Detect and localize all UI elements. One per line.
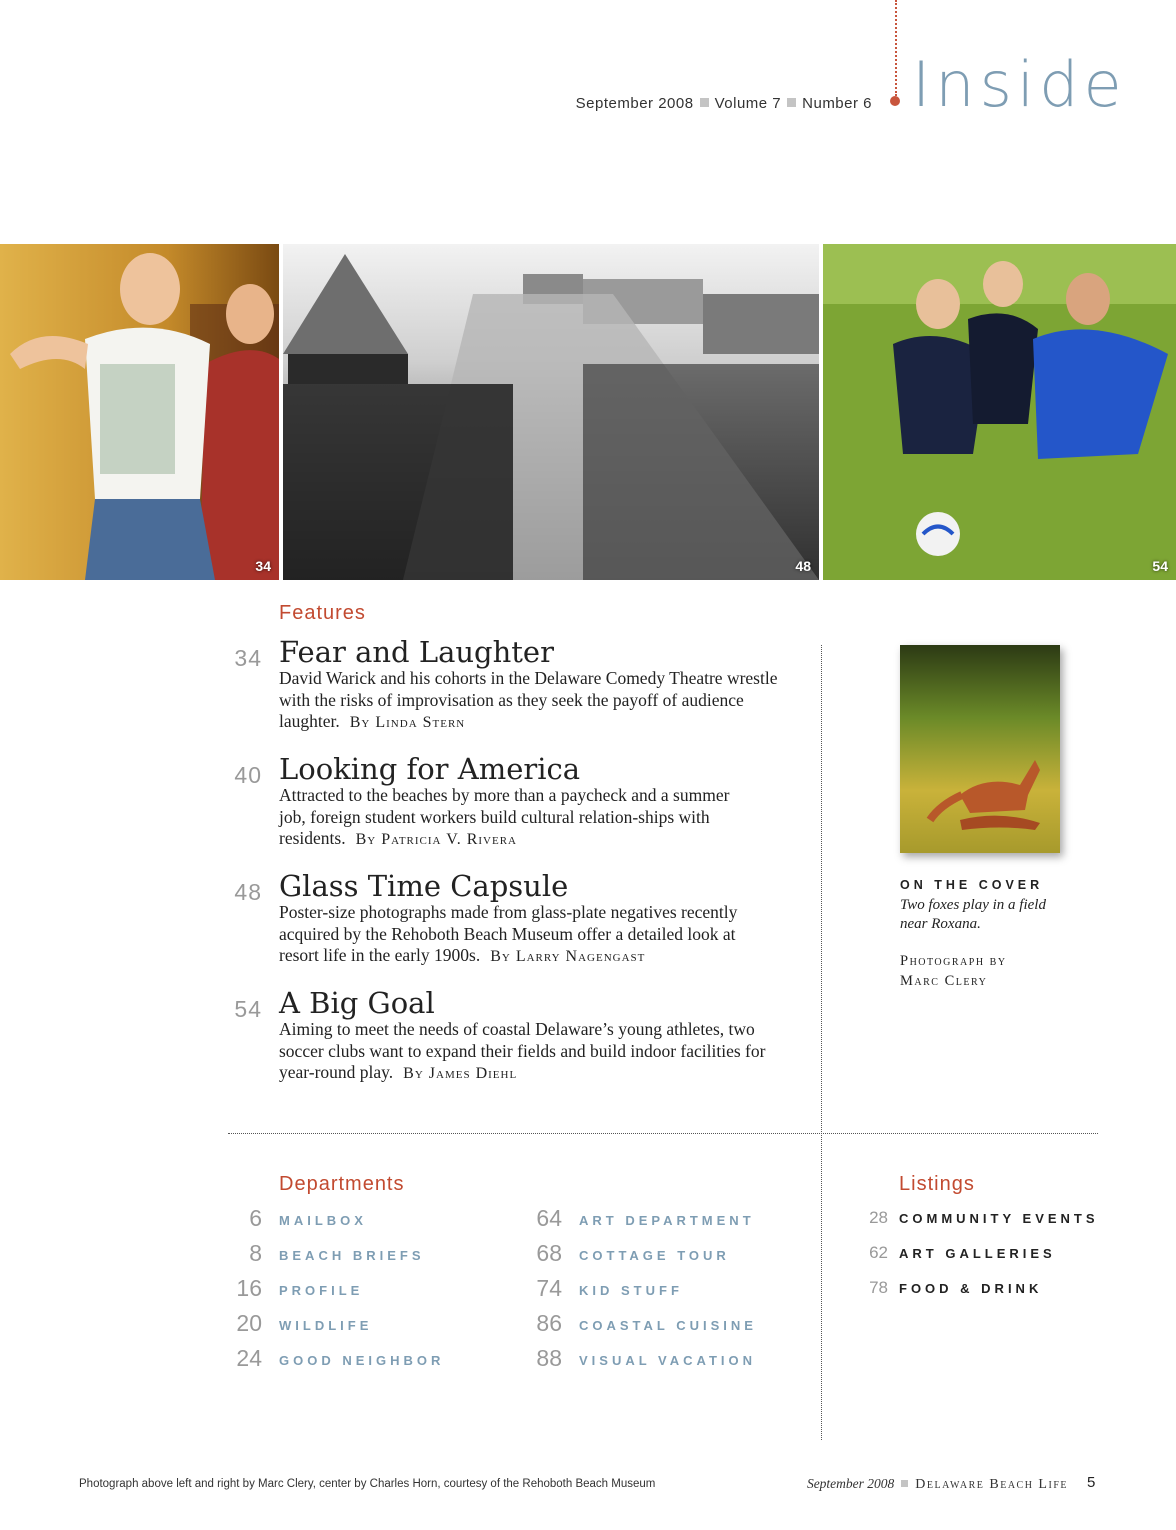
department-label[interactable]: COASTAL CUISINE: [579, 1318, 757, 1333]
listings-heading: Listings: [899, 1173, 975, 1195]
feature-description: Poster-size photographs made from glass-plate negatives recently acquired by the Rehoboth Beach Museum offer a detailed look at resort life in the early 1900s. By Larry Nagengast: [279, 902, 738, 965]
feature-byline: By Patricia V. Rivera: [355, 831, 517, 848]
department-page-number: 8: [249, 1240, 262, 1266]
issue-line: [540, 95, 872, 112]
department-page-number: 68: [536, 1240, 562, 1266]
feature-byline: By James Diehl: [403, 1065, 518, 1082]
department-label[interactable]: COTTAGE TOUR: [579, 1248, 730, 1263]
cover-credit: [900, 951, 1070, 991]
department-page-number: 16: [236, 1275, 262, 1301]
photo-comedian: [0, 244, 279, 580]
separator-square: [901, 1480, 908, 1487]
features-heading: Features: [279, 602, 366, 624]
cover-heading: ON THE COVER: [900, 878, 1044, 892]
feature-page-number: 54: [234, 996, 262, 1022]
separator-square: [787, 98, 796, 107]
masthead-dotted-line: [895, 0, 897, 96]
feature-byline: By Linda Stern: [349, 714, 466, 731]
feature-page-number: 48: [234, 879, 262, 905]
listing-label[interactable]: COMMUNITY EVENTS: [899, 1211, 1099, 1226]
feature-byline: By Larry Nagengast: [490, 948, 646, 965]
issue-volume: Volume 7: [714, 95, 782, 112]
listing-page-number: 28: [869, 1208, 888, 1227]
footer-magazine: Delaware Beach Life: [915, 1477, 1068, 1492]
listing-page-number: 62: [869, 1243, 888, 1262]
listing-label[interactable]: ART GALLERIES: [899, 1246, 1056, 1261]
separator-square: [700, 98, 709, 107]
feature-title[interactable]: A Big Goal: [279, 986, 435, 1020]
photo-credit: Photograph above left and right by Marc Clery, center by Charles Horn, courtesy of the Rehoboth Beach Museum: [79, 1478, 656, 1490]
feature-page-number: 40: [234, 762, 262, 788]
department-page-number: 24: [236, 1345, 262, 1371]
photo-soccer: [823, 244, 1176, 580]
footer-folio: [720, 1476, 1068, 1493]
feature-description: Attracted to the beaches by more than a paycheck and a summer job, foreign student workers build cultural relation-ships with residents. By Patricia V. Rivera: [279, 785, 730, 848]
feature-description: David Warick and his cohorts in the Delaware Comedy Theatre wrestle with the risks of improvisation as they seek the payoff of audience laughter. By Linda Stern: [279, 668, 778, 731]
photo-boardwalk: [283, 244, 819, 580]
department-label[interactable]: GOOD NEIGHBOR: [279, 1353, 445, 1368]
department-label[interactable]: ART DEPARTMENT: [579, 1213, 755, 1228]
vertical-divider: [821, 645, 822, 1440]
department-label[interactable]: MAILBOX: [279, 1213, 367, 1228]
listing-label[interactable]: FOOD & DRINK: [899, 1281, 1043, 1296]
department-page-number: 20: [236, 1310, 262, 1336]
feature-title[interactable]: Fear and Laughter: [279, 635, 554, 669]
department-page-number: 64: [536, 1205, 562, 1231]
department-page-number: 88: [536, 1345, 562, 1371]
listing-page-number: 78: [869, 1278, 888, 1297]
department-label[interactable]: PROFILE: [279, 1283, 364, 1298]
department-label[interactable]: BEACH BRIEFS: [279, 1248, 425, 1263]
page-number: 5: [1087, 1474, 1096, 1491]
department-page-number: 74: [536, 1275, 562, 1301]
feature-title[interactable]: Glass Time Capsule: [279, 869, 569, 903]
feature-title[interactable]: Looking for America: [279, 752, 581, 786]
footer-date: September 2008: [806, 1476, 895, 1491]
department-label[interactable]: WILDLIFE: [279, 1318, 373, 1333]
photo-page-number: 54: [1152, 558, 1168, 574]
issue-date: September 2008: [575, 95, 694, 112]
cover-credit-label: Photograph by: [900, 953, 1007, 969]
masthead-dot: [890, 96, 900, 106]
feature-description: Aiming to meet the needs of coastal Delaware’s young athletes, two soccer clubs want to expand their fields and build indoor facilities for year-round play. By James Diehl: [279, 1019, 766, 1082]
cover-photo-foxes: [900, 645, 1060, 853]
cover-credit-name: Marc Clery: [900, 973, 988, 989]
page-title: Inside: [912, 48, 1127, 121]
departments-heading: Departments: [279, 1173, 405, 1195]
department-label[interactable]: VISUAL VACATION: [579, 1353, 757, 1368]
photo-page-number: 48: [795, 558, 811, 574]
photo-page-number: 34: [255, 558, 271, 574]
feature-page-number: 34: [234, 645, 262, 671]
issue-number: Number 6: [802, 95, 872, 112]
cover-caption: Two foxes play in a field near Roxana.: [900, 897, 1046, 932]
horizontal-divider: [228, 1133, 1098, 1134]
department-page-number: 6: [249, 1205, 262, 1231]
department-label[interactable]: KID STUFF: [579, 1283, 683, 1298]
department-page-number: 86: [536, 1310, 562, 1336]
